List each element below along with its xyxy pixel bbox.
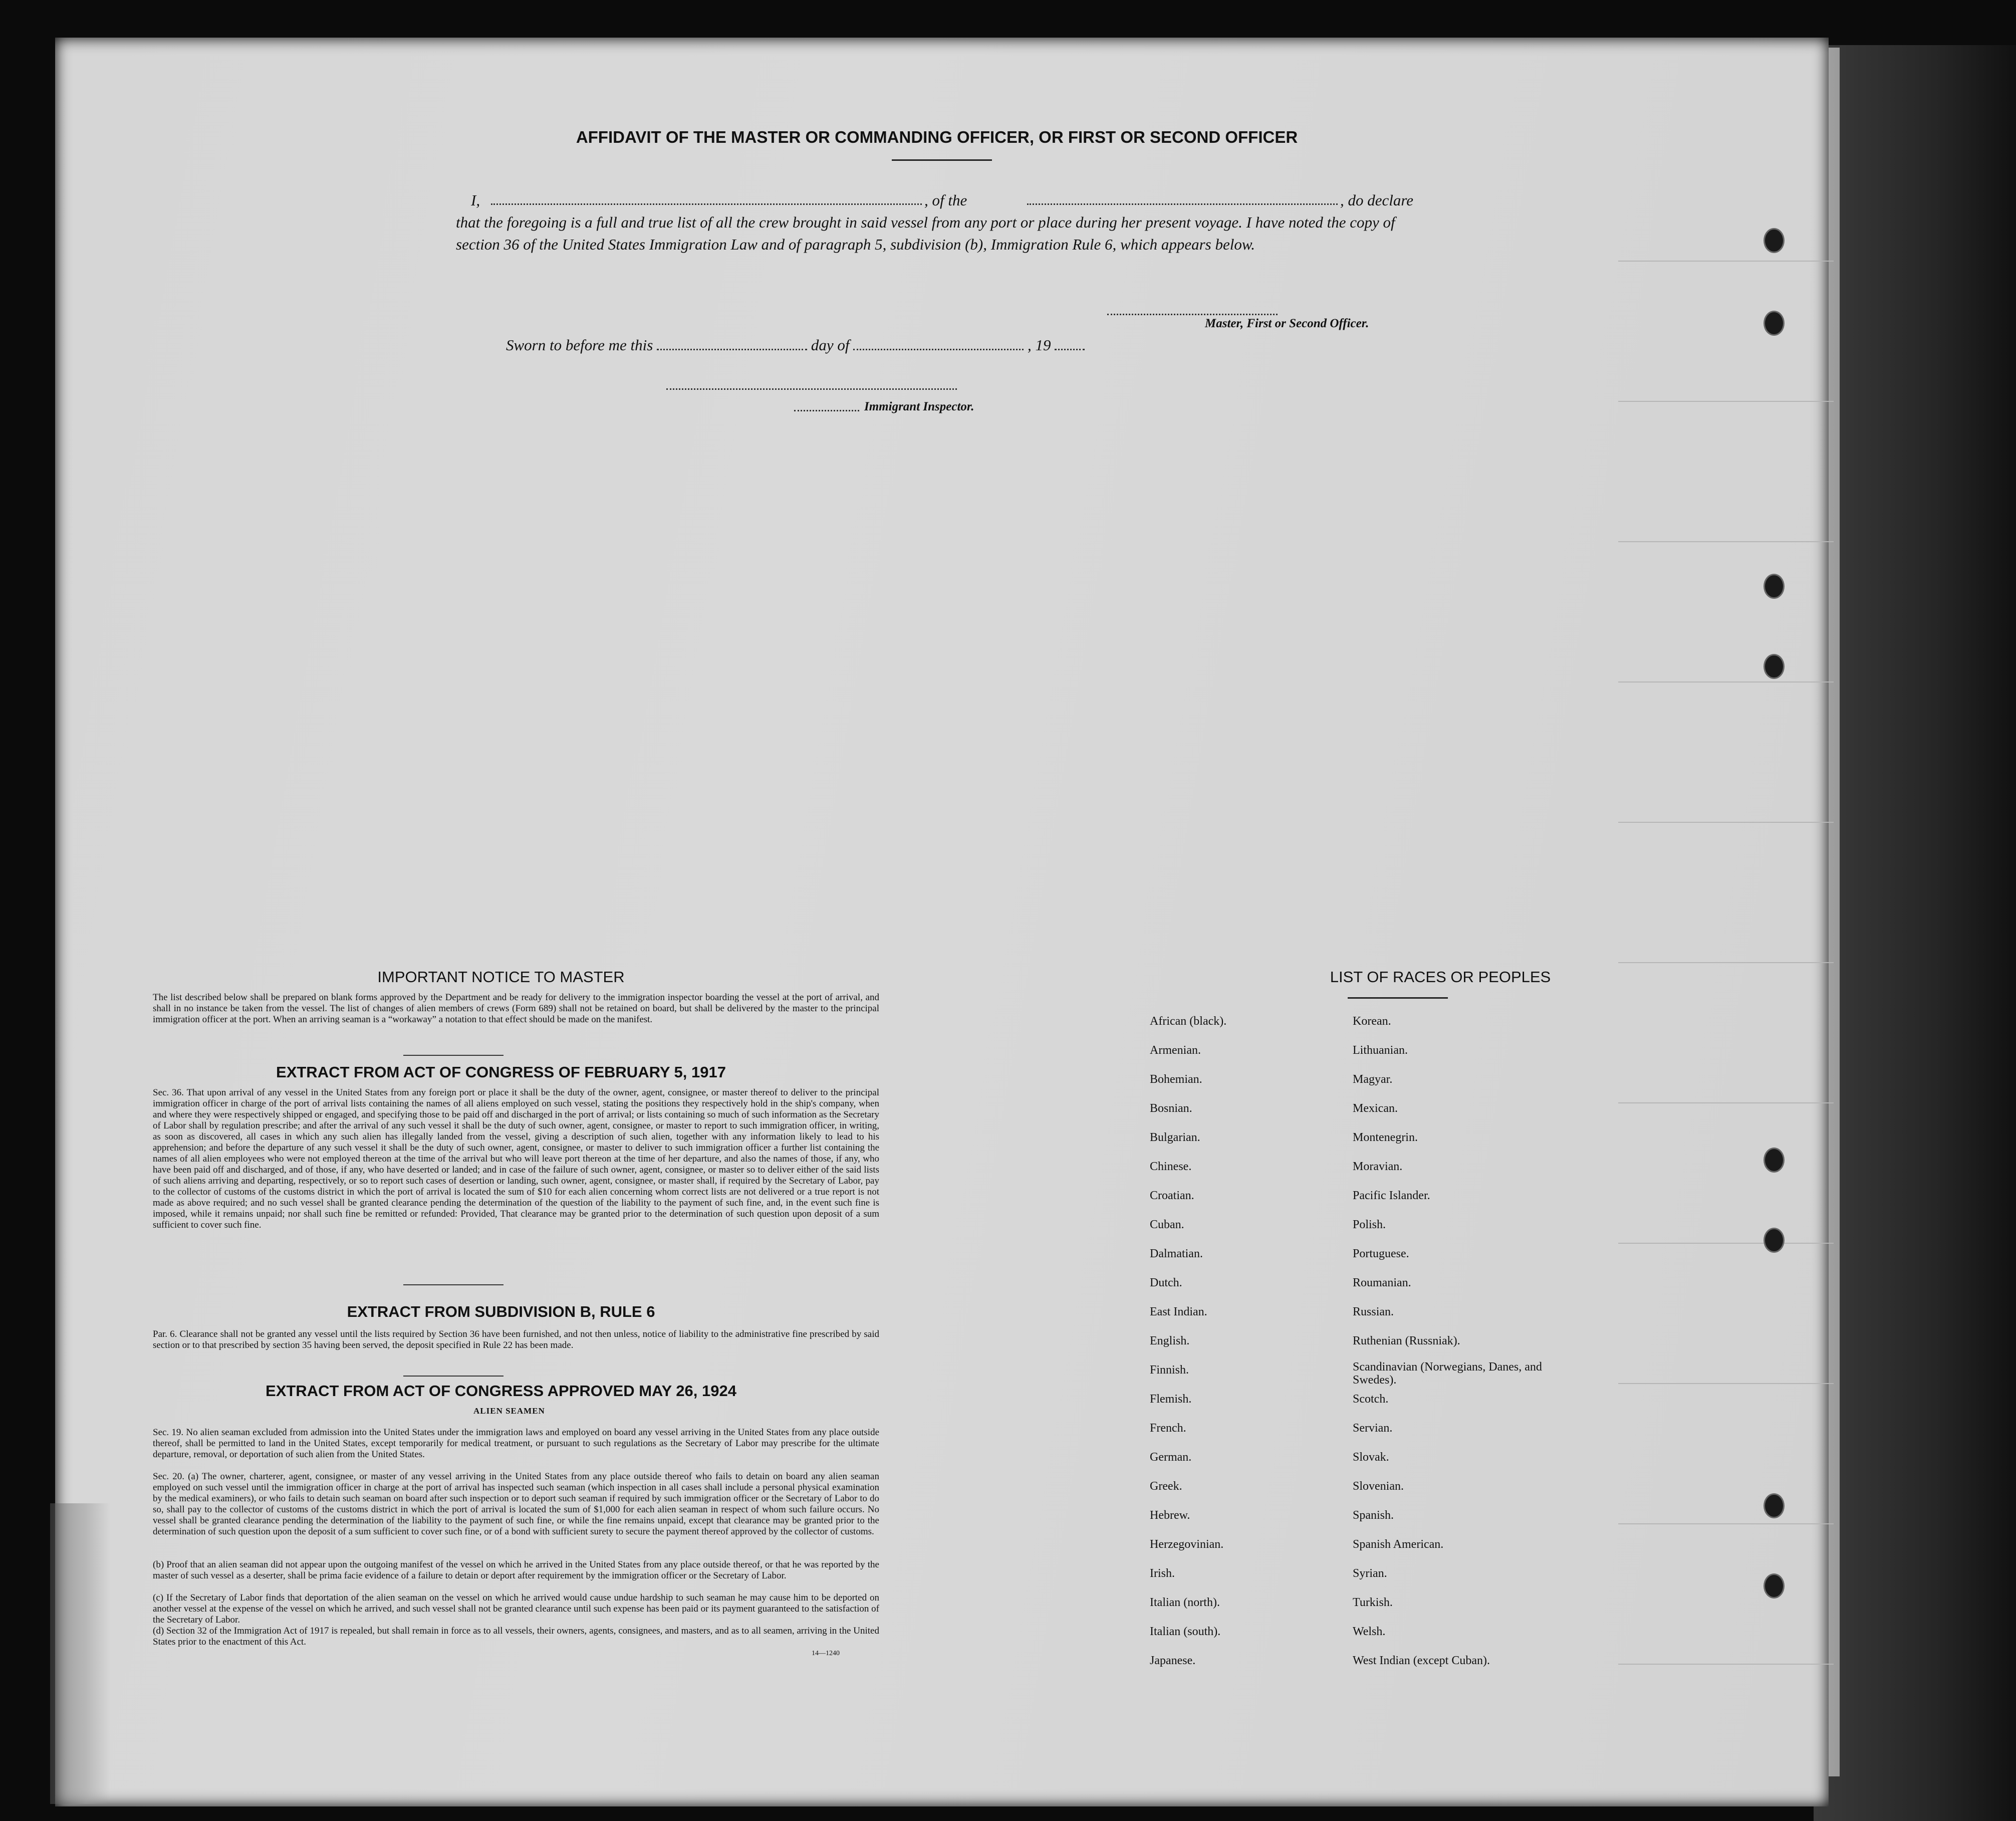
declarant-name-field[interactable] xyxy=(491,189,922,205)
race-item: Chinese. xyxy=(1150,1160,1192,1173)
race-item: Spanish. xyxy=(1353,1509,1394,1522)
back-sheet-rule xyxy=(1618,1523,1834,1524)
binder-hole xyxy=(1763,1493,1785,1518)
race-item: Korean. xyxy=(1353,1015,1391,1028)
binder-hole xyxy=(1763,1148,1785,1173)
race-item: Moravian. xyxy=(1353,1160,1403,1173)
back-sheet-rule xyxy=(1618,1243,1834,1244)
back-sheet-rule xyxy=(1618,541,1834,542)
page-stain xyxy=(50,1503,110,1804)
extract-rule6-body: Par. 6. Clearance shall not be granted any vessel until the lists required by Section 36 have been furnished, and not then unless, notice of liability to the administrative fine prescribed by said section or to that prescribed by section 35 having been served, the deposit specified in Rule 22 has been made. xyxy=(153,1329,879,1350)
race-item: Slovak. xyxy=(1353,1451,1389,1464)
race-item: Bulgarian. xyxy=(1150,1131,1200,1144)
race-item: Dutch. xyxy=(1150,1276,1182,1289)
extract-1924-sec19: Sec. 19. No alien seaman excluded from admission into the United States under the immigration laws and employed on board any vessel arriving in the United States from any place outside thereof, shall be permitted to land in the United States, except temporarily for medical treatment, or pursuant to such regulations as the Secretary of Labor may prescribe for the ultimate departure, removal, or deportation of such alien from the United States. xyxy=(153,1427,879,1460)
declarant-prefix: I, xyxy=(471,191,480,209)
binder-hole xyxy=(1763,1573,1785,1599)
race-item: Armenian. xyxy=(1150,1044,1201,1057)
race-item: Italian (south). xyxy=(1150,1625,1221,1638)
back-sheet-rule xyxy=(1618,401,1834,402)
affidavit-body: that the foregoing is a full and true list of all the crew brought in said vessel from any port or place during her present voyage. I have noted the copy of section 36 of the United States Immigration Law and of paragraph 5, subdivision (b), Immigration Rule 6, which appears below. xyxy=(456,213,1395,253)
back-sheet-rule xyxy=(1618,962,1834,963)
form-number: 14—1240 xyxy=(812,1650,840,1657)
race-item: Dalmatian. xyxy=(1150,1247,1203,1260)
extract-1924-sec20a: Sec. 20. (a) The owner, charterer, agent, consignee, or master of any vessel arriving in the United States from any place outside thereof who fails to detain on board any alien seaman employed on such vessel until the immigration officer in charge at the port of arrival has inspected such seaman (which inspection in all cases shall include a personal physical examination by the medical examiners), or who fails to detain such seaman on board after such inspection or to deport such seaman if required by such immigration officer or the Secretary of Labor to do so, shall pay to the collector of customs of the customs district in which the port of arrival is located the sum of $1,000 for each alien seaman in respect of whom such failure occurs. No vessel shall be granted clearance pending the determination of the liability to the payment of such fine, or while the fine remains unpaid, except that clearance may be granted prior to the determination of such question upon the deposit of a sum sufficient to cover such fine, or of a bond with sufficient surety to secure the payment thereof approved by the collector of customs. xyxy=(153,1471,879,1537)
sworn-month-field[interactable] xyxy=(853,335,1024,350)
race-item: Hebrew. xyxy=(1150,1509,1190,1522)
binder-hole xyxy=(1763,574,1785,599)
race-item: Polish. xyxy=(1353,1218,1386,1231)
sworn-line xyxy=(506,335,1085,354)
vessel-name-field[interactable] xyxy=(1027,189,1338,205)
section-divider xyxy=(403,1376,503,1377)
affidavit-declaration xyxy=(456,189,1438,256)
race-item: Finnish. xyxy=(1150,1363,1189,1377)
inspector-signature-line[interactable] xyxy=(666,388,957,390)
race-item: Bohemian. xyxy=(1150,1073,1202,1086)
master-signature-line[interactable] xyxy=(1107,314,1278,315)
race-item: Scandinavian (Norwegians, Danes, and Swedes). xyxy=(1353,1360,1542,1387)
inspector-signature-caption: Immigrant Inspector. xyxy=(864,400,974,413)
section-divider xyxy=(403,1284,503,1285)
extract-1924-title: EXTRACT FROM ACT OF CONGRESS APPROVED MAY 26, 1924 xyxy=(266,1382,736,1400)
affidavit-title: AFFIDAVIT OF THE MASTER OR COMMANDING OFFICER, OR FIRST OR SECOND OFFICER xyxy=(576,128,1298,146)
section-divider xyxy=(403,1055,503,1056)
back-sheet-rule xyxy=(1618,822,1834,823)
extract-1924-sec20c: (c) If the Secretary of Labor finds that deportation of the alien seaman on the vessel on which he arrived would cause undue hardship to such seaman he may cause him to be deported on another vessel at the expense of the vessel on which he arrived, and such vessel shall not be granted clearance until such expense has been paid or its payment guaranteed to the satisfaction of the Secretary of Labor. xyxy=(153,1592,879,1625)
race-item: Syrian. xyxy=(1353,1567,1387,1580)
notice-body: The list described below shall be prepared on blank forms approved by the Department and be ready for delivery to the immigration inspector boarding the vessel at the port of arrival, and shall in no instance be taken from the vessel. The list of changes of alien members of crews (Form 689) shall not be retained on board, but shall be delivered by the master to the principal immigration officer at the port. When an arriving seaman is a “workaway” a notation to that effect should be made on the manifest. xyxy=(153,992,879,1025)
race-item: Lithuanian. xyxy=(1353,1044,1408,1057)
sworn-day-label: day of xyxy=(811,336,850,354)
race-item: Welsh. xyxy=(1353,1625,1386,1638)
affidavit-line-1 xyxy=(456,189,1438,211)
extract-1924-sec20d: (d) Section 32 of the Immigration Act of 1917 is repealed, but shall remain in force as to all vessels, their owners, agents, consignees, and masters, and as to all seamen, arriving in the United States prior to the enactment of this Act. xyxy=(153,1626,879,1647)
binder-hole xyxy=(1763,311,1785,336)
race-item: Portuguese. xyxy=(1353,1247,1409,1260)
back-sheet-rule xyxy=(1618,1102,1834,1103)
race-item: Servian. xyxy=(1353,1422,1393,1435)
race-item: Italian (north). xyxy=(1150,1596,1220,1609)
back-sheet-rule xyxy=(1618,261,1834,262)
extract-1917-body: Sec. 36. That upon arrival of any vessel in the United States from any foreign port or place it shall be the duty of the owner, agent, consignee, or master thereof to deliver to the principal immigration officer in charge of the port of arrival lists containing the names of all aliens employed on such vessel, stating the positions they respectively hold in the ship's company, when and where they were respectively shipped or engaged, and specifying those to be paid off and discharged in the port of arrival; or lists containing so much of such information as the Secretary of Labor shall by regulation prescribe; and after the arrival of any such vessel it shall be the duty of such owner, agent, consignee, or master to report to such immigration officer, in writing, as soon as discovered, all cases in which any such alien has illegally landed from the vessel, giving a description of such alien, together with any information likely to lead to his apprehension; and before the departure of any such vessel it shall be the duty of such owner, agent, consignee, or master to deliver to such immigration officer a further list containing the names of all alien employees who were not employed thereon at the time of the arrival but who will leave port thereon at the time of her departure, and also the names of those, if any, who have been paid off and discharged, and of those, if any, who have deserted or landed; and in case of the failure of such owner, agent, consignee, or master so to deliver either of the said lists of such aliens arriving and departing, respectively, or so to report such cases of desertion or landing, such owner, agent, consignee, or master shall, if required by the Secretary of Labor, pay to the collector of customs of the customs district in which the port of arrival is located the sum of $10 for each alien concerning whom correct lists are not delivered or a true report is not made as above required; and no such vessel shall be granted clearance pending the determination of the question of the liability to the payment of such fine, and, in the event such fine is imposed, while it remains unpaid; nor shall such fine be remitted or refunded: Provided, That clearance may be granted prior to the determination of such question upon deposit of a sum sufficient to cover such fine. xyxy=(153,1087,879,1230)
race-item: French. xyxy=(1150,1422,1186,1435)
back-sheet-rule xyxy=(1618,1383,1834,1384)
extract-rule6-title: EXTRACT FROM SUBDIVISION B, RULE 6 xyxy=(347,1303,655,1320)
race-item: Japanese. xyxy=(1150,1654,1196,1667)
race-item: Flemish. xyxy=(1150,1393,1192,1406)
binder-hole xyxy=(1763,1228,1785,1253)
race-item: Slovenian. xyxy=(1353,1480,1404,1493)
notice-title: IMPORTANT NOTICE TO MASTER xyxy=(377,968,625,986)
race-item: Turkish. xyxy=(1353,1596,1393,1609)
document-page xyxy=(55,38,1829,1806)
race-item: Ruthenian (Russniak). xyxy=(1353,1334,1460,1347)
background-shadow xyxy=(1814,45,2016,1821)
master-signature-caption: Master, First or Second Officer. xyxy=(1205,317,1369,330)
sworn-year-label: , 19 xyxy=(1027,336,1051,354)
back-sheet-rule xyxy=(1618,1664,1834,1665)
race-item: Spanish American. xyxy=(1353,1538,1444,1551)
sworn-year-field[interactable] xyxy=(1055,335,1085,350)
race-item: Magyar. xyxy=(1353,1073,1393,1086)
race-item: Herzegovinian. xyxy=(1150,1538,1224,1551)
extract-1917-title: EXTRACT FROM ACT OF CONGRESS OF FEBRUARY 5, 1917 xyxy=(276,1063,726,1081)
race-item: English. xyxy=(1150,1334,1190,1347)
race-item: Pacific Islander. xyxy=(1353,1189,1430,1202)
race-item: Mexican. xyxy=(1353,1102,1398,1115)
race-item: Croatian. xyxy=(1150,1189,1194,1202)
of-the-label: , of the xyxy=(924,191,967,209)
back-sheet-rule xyxy=(1618,681,1834,682)
race-item: East Indian. xyxy=(1150,1305,1207,1318)
race-item: Bosnian. xyxy=(1150,1102,1192,1115)
race-item: Scotch. xyxy=(1353,1393,1389,1406)
affidavit-title-rule xyxy=(892,159,992,161)
race-item: West Indian (except Cuban). xyxy=(1353,1654,1490,1667)
binder-hole xyxy=(1763,228,1785,253)
inspector-caption-dots xyxy=(794,410,859,411)
races-title: LIST OF RACES OR PEOPLES xyxy=(1330,968,1551,986)
extract-1924-sec20b: (b) Proof that an alien seaman did not appear upon the outgoing manifest of the vessel on which he arrived in the United States from any place outside thereof, or that he was reported by the master of such vessel as a deserter, shall be prima facie evidence of a failure to detain or deport after requirement by the immigration officer or the Secretary of Labor. xyxy=(153,1559,879,1581)
race-item: German. xyxy=(1150,1451,1192,1464)
binder-hole xyxy=(1763,654,1785,679)
race-item: Cuban. xyxy=(1150,1218,1184,1231)
race-item: Roumanian. xyxy=(1353,1276,1411,1289)
race-item: Irish. xyxy=(1150,1567,1175,1580)
alien-seamen-subtitle: ALIEN SEAMEN xyxy=(473,1406,545,1416)
sworn-start-label: Sworn to before me this xyxy=(506,336,653,354)
race-item: Russian. xyxy=(1353,1305,1394,1318)
sworn-day-field[interactable] xyxy=(657,335,807,350)
race-item: Greek. xyxy=(1150,1480,1182,1493)
race-item: African (black). xyxy=(1150,1015,1227,1028)
race-item: Montenegrin. xyxy=(1353,1131,1418,1144)
races-title-rule xyxy=(1348,997,1448,999)
do-declare-label: , do declare xyxy=(1340,191,1414,209)
